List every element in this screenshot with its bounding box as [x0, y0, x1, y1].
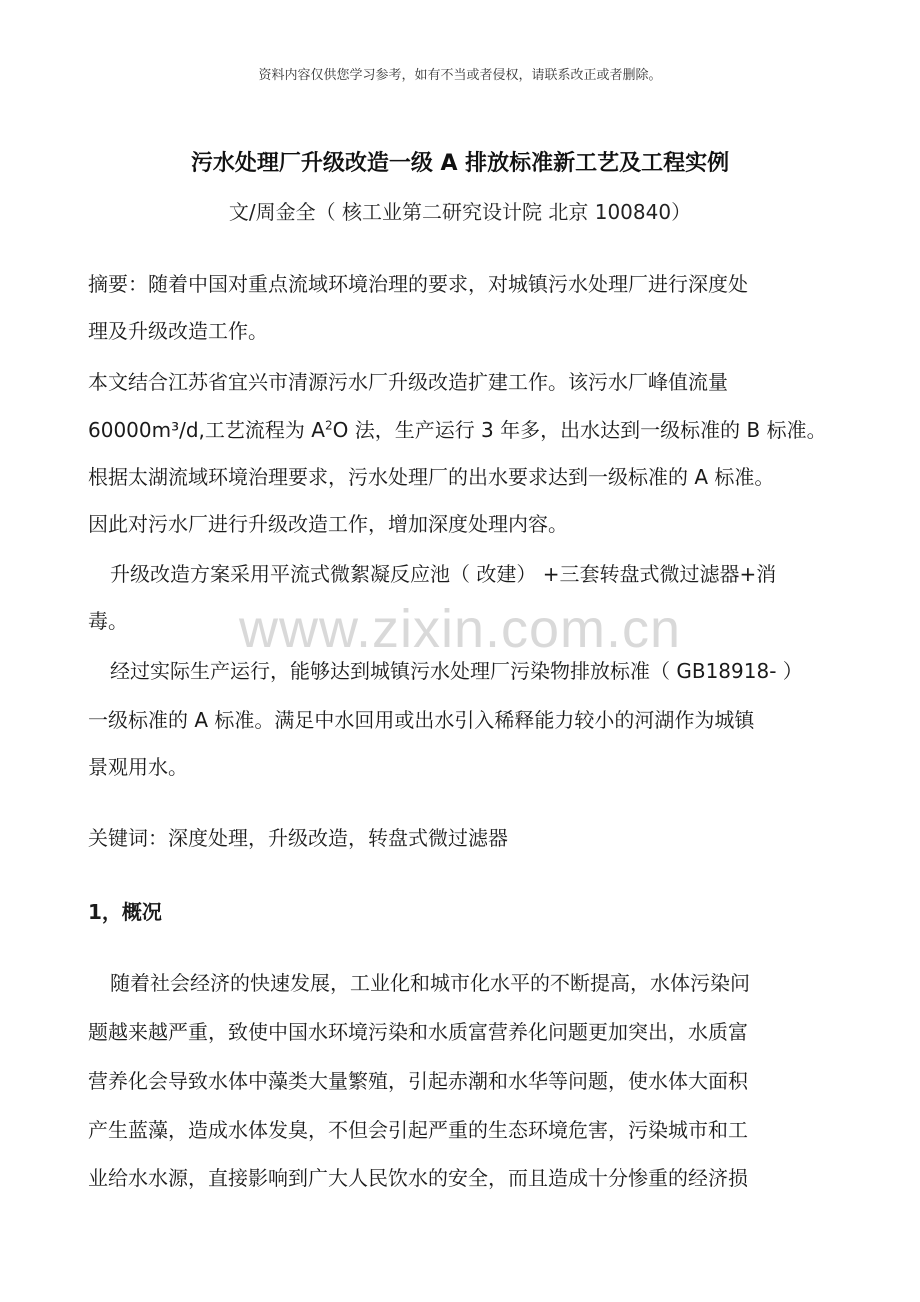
abstract-line: 毒。 [88, 609, 128, 633]
abstract-line: 经过实际生产运行，能够达到城镇污水处理厂污染物排放标准（ GB18918- ） [110, 659, 803, 683]
abstract-line [88, 414, 827, 443]
author-line: 文/周金全（ 核工业第二研究设计院 北京 100840） [228, 200, 692, 224]
abstract-line: 摘要：随着中国对重点流域环境治理的要求，对城镇污水处理厂进行深度处 [88, 272, 748, 296]
abstract-line-part: 60000m³/d,工艺流程为 A [88, 418, 325, 442]
abstract-line: 理及升级改造工作。 [88, 319, 268, 343]
disclaimer-note: 资料内容仅供您学习参考，如有不当或者侵权，请联系改正或者删除。 [258, 68, 662, 83]
superscript: 2 [324, 418, 333, 433]
document-title: 污水处理厂升级改造一级 A 排放标准新工艺及工程实例 [190, 151, 730, 176]
abstract-line-part: O 法，生产运行 3 年多，出水达到一级标准的 B 标准。 [332, 418, 827, 442]
body-line: 营养化会导致水体中藻类大量繁殖，引起赤潮和水华等问题，使水体大面积 [88, 1069, 748, 1093]
abstract-line: 因此对污水厂进行升级改造工作，增加深度处理内容。 [88, 512, 568, 536]
abstract-line: 升级改造方案采用平流式微絮凝反应池（ 改建） +三套转盘式微过滤器+消 [110, 562, 777, 586]
body-line: 随着社会经济的快速发展，工业化和城市化水平的不断提高，水体污染问 [110, 971, 750, 995]
section-heading: 1，概况 [88, 900, 162, 924]
body-line: 题越来越严重，致使中国水环境污染和水质富营养化问题更加突出，水质富 [88, 1020, 748, 1044]
abstract-line: 本文结合江苏省宜兴市清源污水厂升级改造扩建工作。该污水厂峰值流量 [88, 370, 728, 394]
abstract-line: 根据太湖流域环境治理要求，污水处理厂的出水要求达到一级标准的 A 标准。 [88, 465, 775, 489]
body-line: 业给水水源，直接影响到广大人民饮水的安全，而且造成十分惨重的经济损 [88, 1166, 748, 1190]
abstract-line: 景观用水。 [88, 755, 188, 779]
abstract-line: 一级标准的 A 标准。满足中水回用或出水引入稀释能力较小的河湖作为城镇 [88, 708, 755, 732]
keywords-line: 关键词：深度处理，升级改造，转盘式微过滤器 [88, 826, 508, 850]
body-line: 产生蓝藻，造成水体发臭，不但会引起严重的生态环境危害，污染城市和工 [88, 1118, 748, 1142]
watermark: www.zixin.com.cn [238, 599, 682, 659]
